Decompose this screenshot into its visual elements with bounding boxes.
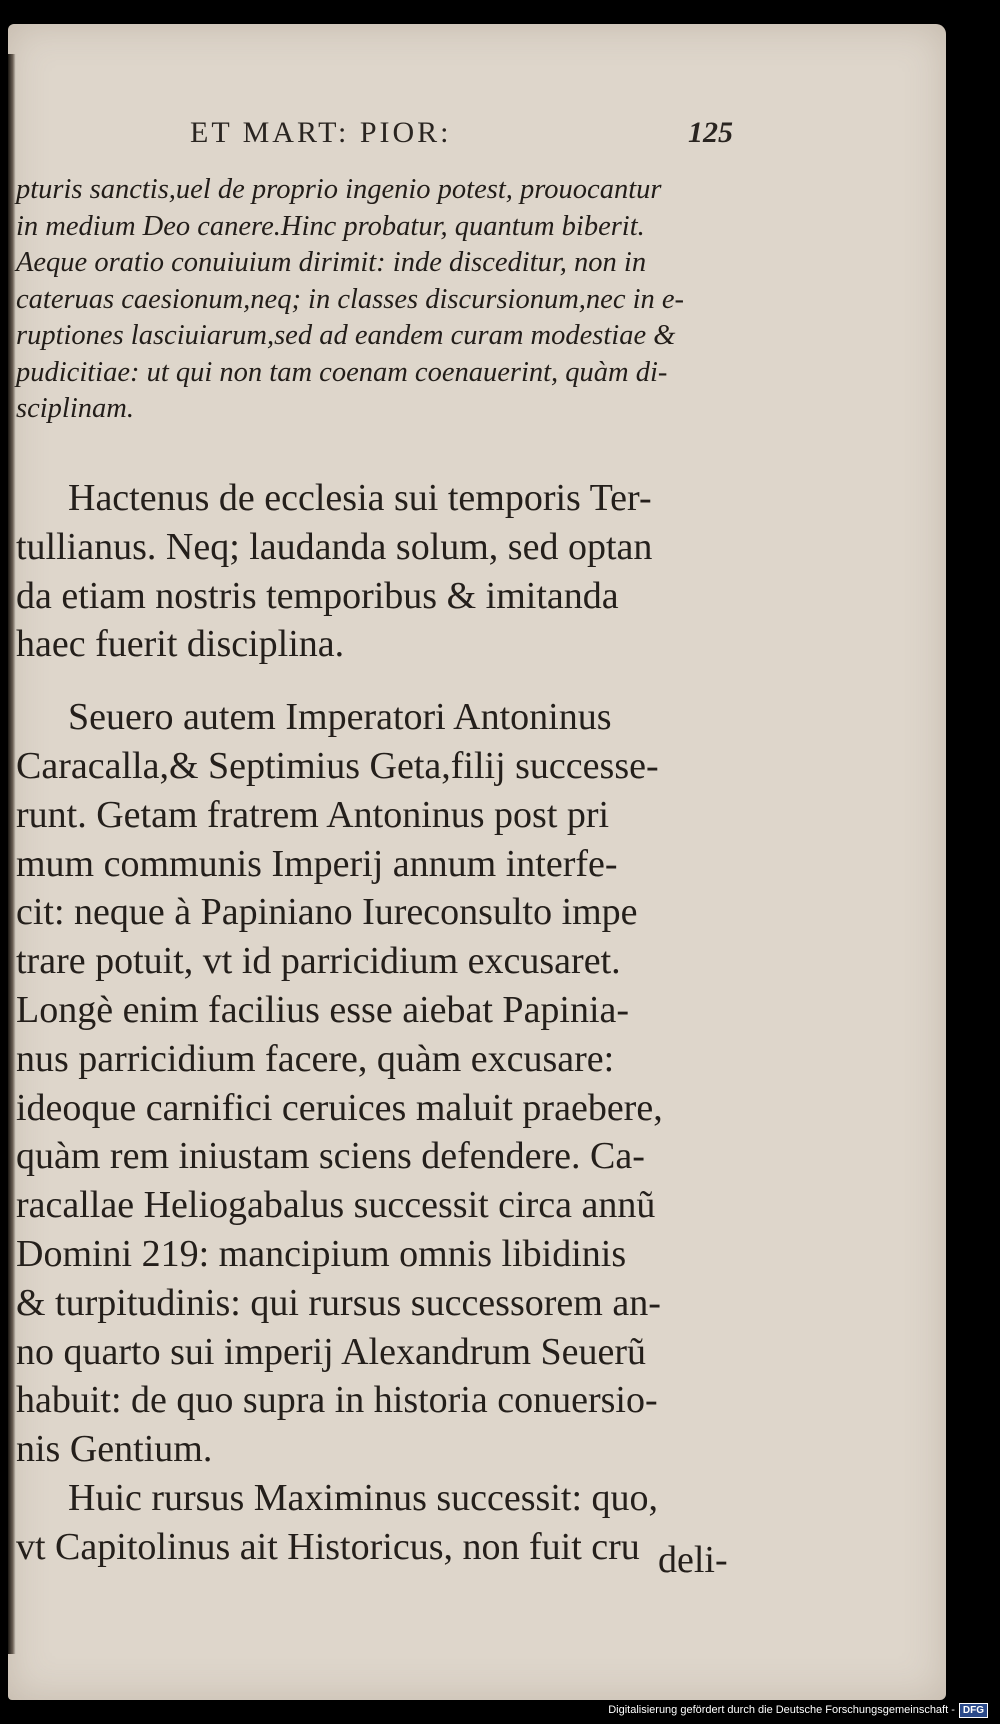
running-head: ET MART: PIOR:: [190, 116, 452, 149]
text-line: Seuero autem Imperatori Antoninus: [68, 696, 612, 739]
text-line: tullianus. Neq; laudanda solum, sed optan: [16, 525, 653, 568]
credit-text: Digitalisierung gefördert durch die Deutsche Forschungsgemeinschaft -: [608, 1704, 955, 1716]
italic-line: ruptiones lasciuiarum,sed ad eandem curam modestiae &: [16, 320, 676, 351]
text-line: nis Gentium.: [16, 1428, 213, 1471]
paragraph-1: [16, 474, 796, 669]
text-line: nus parricidium facere, quàm excusare:: [16, 1037, 615, 1080]
text-line: & turpitudinis: qui rursus successorem an-: [16, 1281, 661, 1324]
digitization-credit: [608, 1702, 988, 1718]
text-line: Hactenus de ecclesia sui temporis Ter-: [68, 477, 652, 519]
text-line: trare potuit, vt id parricidium excusaret.: [16, 940, 621, 983]
paragraph-2: [16, 693, 796, 1474]
italic-line: Aeque oratio conuiuium dirimit: inde disceditur, non in: [16, 247, 647, 278]
text-line: ideoque carnifici ceruices maluit praebere,: [16, 1086, 663, 1129]
dfg-logo-icon: DFG: [959, 1703, 988, 1718]
text-line: haec fuerit disciplina.: [16, 623, 345, 666]
text-line: habuit: de quo supra in historia conuersio-: [16, 1379, 658, 1422]
text-line: quàm rem iniustam sciens defendere. Ca-: [16, 1135, 645, 1178]
text-line: Caracalla,& Septimius Geta,filij successe-: [16, 744, 659, 787]
italic-line: in medium Deo canere.Hinc probatur, quantum biberit.: [16, 210, 645, 242]
text-line: Longè enim facilius esse aiebat Papinia-: [16, 988, 630, 1031]
text-line: Domini 219: mancipium omnis libidinis: [16, 1232, 627, 1275]
page-header: [8, 104, 946, 154]
text-line: no quarto sui imperij Alexandrum Seuerũ: [16, 1330, 647, 1373]
text-line: Huic rursus Maximinus successit: quo,: [68, 1476, 659, 1519]
text-line: cit: neque à Papiniano Iureconsulto impe: [16, 891, 638, 934]
book-page: [8, 24, 946, 1700]
italic-quotation: [16, 172, 776, 428]
page-number: 125: [688, 116, 733, 149]
italic-line: cateruas caesionum,neq; in classes discursionum,nec in e-: [16, 283, 685, 315]
main-text: [16, 474, 796, 1572]
italic-line: pudicitiae: ut qui non tam coenam coenauerint, quàm di-: [16, 356, 668, 388]
italic-line: sciplinam.: [16, 393, 134, 424]
text-line: runt. Getam fratrem Antoninus post pri: [16, 793, 610, 836]
text-line: mum communis Imperij annum interfe-: [16, 842, 618, 885]
catchword: deli-: [658, 1539, 728, 1581]
text-line: da etiam nostris temporibus & imitanda: [16, 574, 619, 617]
italic-line: pturis sanctis,uel de proprio ingenio potest, prouocantur: [16, 174, 662, 205]
text-line: vt Capitolinus ait Historicus, non fuit cru: [16, 1525, 640, 1568]
text-line: racallae Heliogabalus successit circa annũ: [16, 1184, 656, 1227]
page-gutter-shadow: [8, 54, 16, 1654]
